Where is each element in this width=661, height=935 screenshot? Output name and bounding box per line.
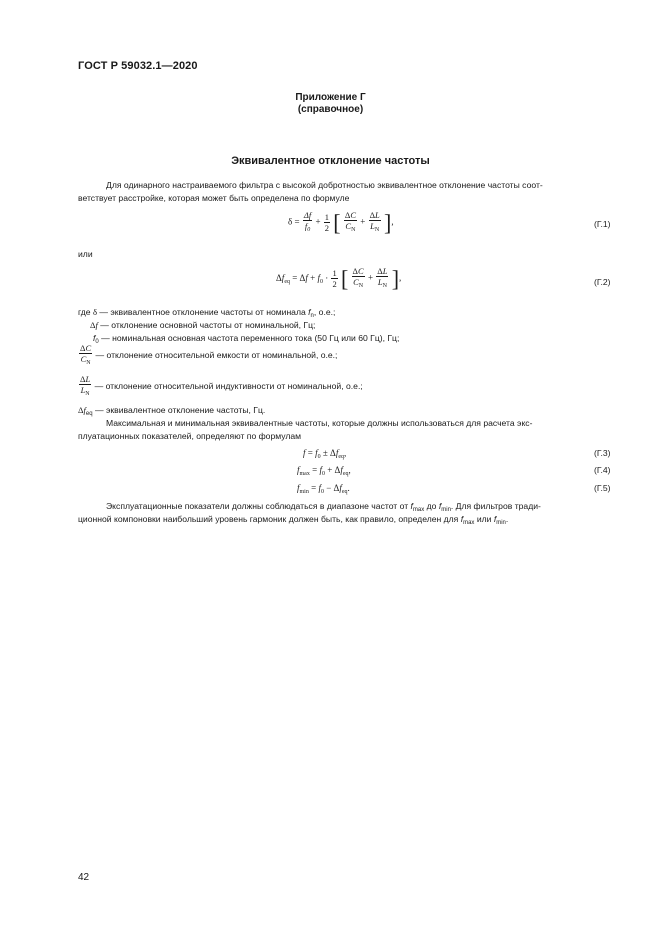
intro-line-1: Для одинарного настраиваемого фильтра с высокой добротностью эквивалентное отклонение частоты соот- — [106, 180, 543, 190]
formula-g3-number: (Г.3) — [594, 448, 611, 458]
formula-g3: $f = f_0 \pm \Delta f_{eq}$, — [303, 448, 347, 460]
def-dl-frac: $\frac{\Delta L}{L_N}$ — [80, 374, 91, 397]
para2-line-1: Максимальная и минимальная эквивалентные частоты, которые должны использоваться для расчета экс- — [106, 418, 533, 428]
def-delta-f: Δf — отклонение основной частоты от номинальной, Гц; — [90, 320, 316, 330]
formula-g1-frac-dl: $\frac{\Delta L}{L_N}$ — [369, 210, 380, 233]
formula-g1-number: (Г.1) — [594, 219, 611, 229]
formula-g1-frac-half: $\frac{1}{2}$ — [324, 212, 330, 233]
intro-line-2: ветствует расстройке, которая может быть определена по формуле — [78, 193, 350, 203]
formula-g2: $\Delta f_{eq} = \Delta f + f_0$ · $\frac{1}{2}$ [ $\frac{\Delta C}{C_N}$ + $\frac{\Delta L}{L_N}$ ], — [276, 264, 402, 292]
formula-g5-number: (Г.5) — [594, 483, 611, 493]
page-number: 42 — [78, 872, 90, 883]
def-delta: где δ — эквивалентное отклонение частоты от номинала $f_n$, о.е.; — [78, 307, 336, 319]
def-f0: $f_0$ — номинальная основная частота переменного тока (50 Гц или 60 Гц), Гц; — [93, 333, 400, 345]
def-dc-frac: $\frac{\Delta C}{C_N}$ — [80, 343, 92, 366]
formula-g1-lhs: δ = — [288, 216, 300, 227]
formula-g1: δ = $\frac{\Delta f}{f_0}$ + $\frac{1}{2}$ [ $\frac{\Delta C}{C_N}$ + $\frac{\Delta L}{L_N}$ ], — [288, 208, 394, 236]
formula-g2-lhs: $\Delta f_{eq} = \Delta f + f_0$ · — [276, 272, 329, 285]
formula-g4: $f_{max} = f_0 + \Delta f_{eq}$, — [297, 465, 351, 477]
appendix-title: Приложение Г — [295, 92, 366, 103]
formula-g2-frac-half: $\frac{1}{2}$ — [332, 268, 337, 289]
def-dfeq: $\Delta f_{eq}$ — эквивалентное отклонение частоты, Гц. — [78, 405, 266, 417]
formula-g4-number: (Г.4) — [594, 465, 611, 475]
def-dc: $\frac{\Delta C}{C_N}$ — отклонение относительной емкости от номинальной, о.е.; — [80, 343, 338, 366]
formula-g5: $f_{min} = f_0 - \Delta f_{eq}$. — [297, 483, 350, 495]
para3-line-1: Эксплуатационные показатели должны соблюдаться в диапазоне частот от $f_{max}$ до $f_{min}$. Для фильтров тради- — [106, 501, 541, 513]
formula-g2-number: (Г.2) — [594, 277, 611, 287]
para2-line-2: плуатационных показателей, определяют по формулам — [78, 431, 302, 441]
def-dl: $\frac{\Delta L}{L_N}$ — отклонение относительной индуктивности от номинальной, о.е.; — [80, 374, 363, 397]
section-title: Эквивалентное отклонение частоты — [231, 155, 430, 167]
document-header: ГОСТ Р 59032.1—2020 — [78, 60, 198, 72]
appendix-subtitle: (справочное) — [297, 104, 364, 115]
or-word: или — [78, 249, 93, 259]
formula-g2-frac-dc: $\frac{\Delta C}{C_N}$ — [352, 266, 364, 289]
formula-g2-frac-dl: $\frac{\Delta L}{L_N}$ — [377, 266, 388, 289]
formula-g1-frac-df-f0: $\frac{\Delta f}{f_0}$ — [303, 210, 312, 233]
para3-line-2: ционной компоновки наибольший уровень гармоник должен быть, как правило, определен для $f_{max}$ или $f_{min}$. — [78, 514, 509, 526]
formula-g1-frac-dc: $\frac{\Delta C}{C_N}$ — [344, 210, 356, 233]
